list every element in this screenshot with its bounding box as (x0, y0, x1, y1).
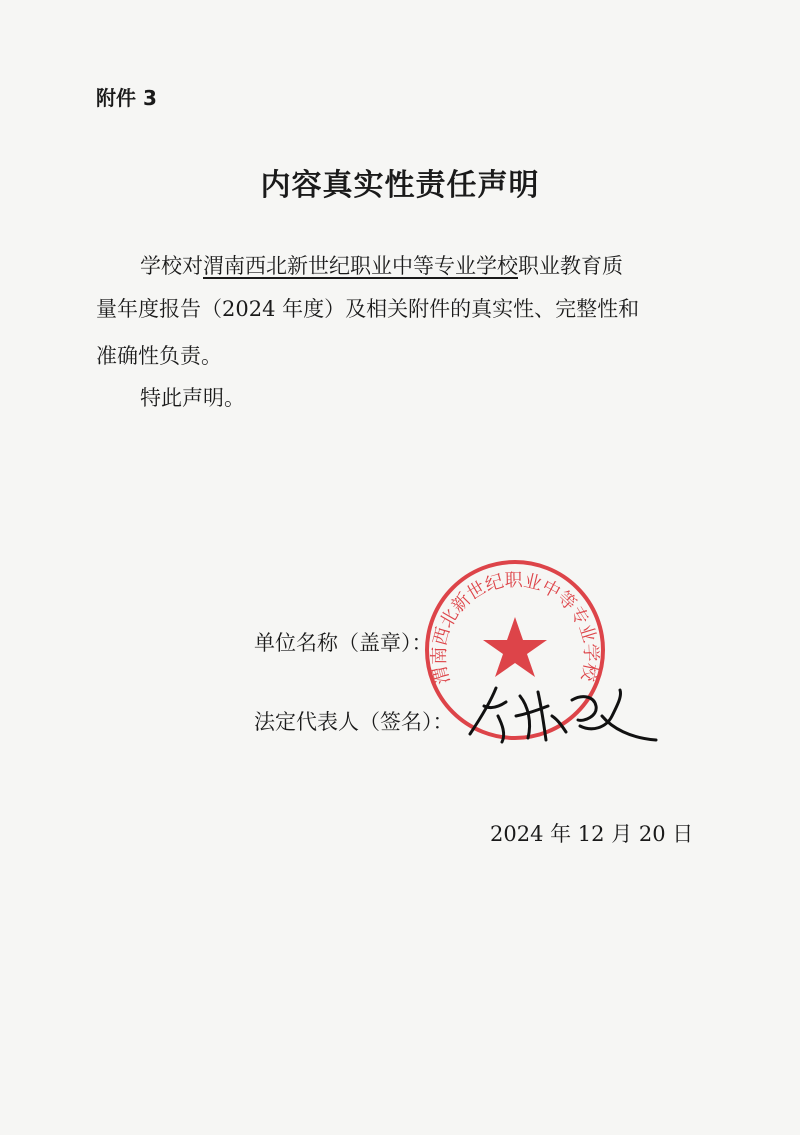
body-line-1-prefix: 学校对 (140, 254, 203, 278)
representative-label: 法定代表人（签名）： (254, 710, 454, 734)
signing-date: 2024 年 12 月 20 日 (490, 822, 694, 846)
seal-text: 渭南西北新世纪职业中等专业学校 (428, 569, 602, 687)
body-line-2: 量年度报告（2024 年度）及相关附件的真实性、完整性和 (96, 297, 640, 321)
document-title: 内容真实性责任声明 (260, 168, 540, 203)
body-line-4: 特此声明。 (140, 386, 245, 410)
body-line-1-suffix: 职业教育质 (518, 254, 623, 278)
handwritten-signature (462, 676, 662, 748)
school-name: 渭南西北新世纪职业中等专业学校 (203, 254, 518, 278)
unit-name-label: 单位名称（盖章）： (254, 631, 433, 655)
seal-star-icon (483, 617, 547, 677)
body-line-1 (140, 250, 623, 280)
attachment-label: 附件 3 (96, 86, 157, 110)
body-line-3: 准确性负责。 (96, 344, 222, 368)
